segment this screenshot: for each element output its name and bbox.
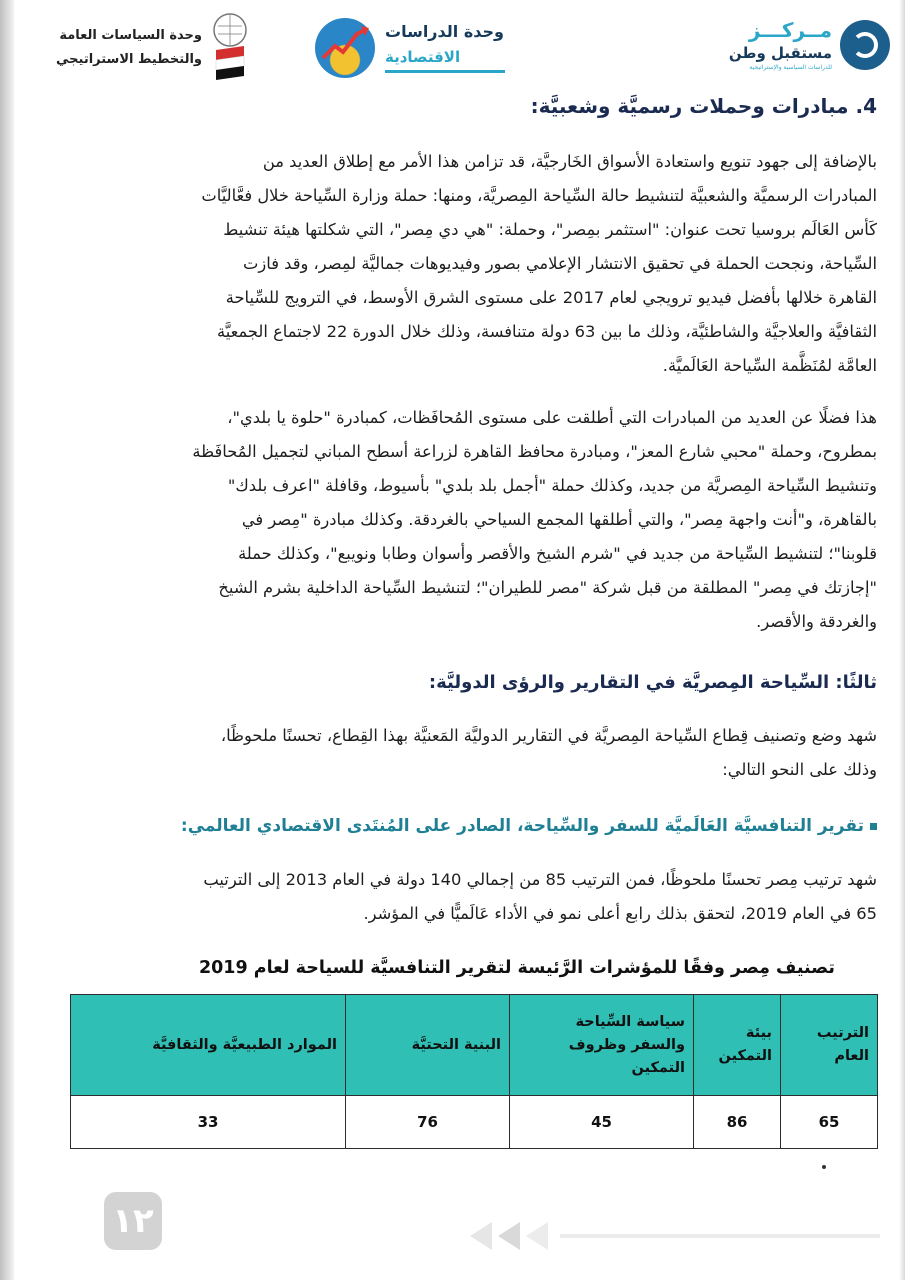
- paragraph-line: العامَّة لمُنَظَّمة السِّياحة العَالَميَّة.: [662, 356, 877, 375]
- paragraph-line: كَأس العَالَم بروسيا تحت عنوان: "استثمر بمِصر"، وحملة: "هي دي مِصر"، التي شكلتها هيئة تنشيط: [223, 220, 877, 239]
- chevron-left-icon: [470, 1222, 492, 1250]
- column-header: البنية التحتيَّة: [346, 995, 510, 1096]
- section-heading: ثالثًا: السِّياحة المِصريَّة في التقارير والرؤى الدوليَّة:: [428, 672, 877, 693]
- table-cell: 76: [346, 1096, 510, 1149]
- table-title: تصنيف مِصر وفقًا للمؤشرات الرَّئيسة لتقرير التنافسيَّة للسياحة لعام 2019: [198, 958, 835, 978]
- paragraph-line: شهد وضع وتصنيف قِطاع السِّياحة المِصريَّة في التقارير الدوليَّة المَعنيَّة بهذا القِطاع، تحسنًا ملحوظًا،: [220, 726, 877, 745]
- logo-center-tagline: للدراسات السياسية والإستراتيجية: [749, 64, 832, 71]
- paragraph-line: شهد ترتيب مِصر تحسنًا ملحوظًا، فمن الترتيب 85 من إجمالي 140 دولة في العام 2013 إلى الترتيب: [203, 870, 877, 889]
- bird-emblem-icon: [840, 20, 890, 70]
- decorative-dot: [822, 1165, 826, 1169]
- rankings-table: [70, 994, 878, 1149]
- column-header: الترتيب العام: [781, 995, 878, 1096]
- table-cell: 65: [781, 1096, 878, 1149]
- page-edge-shadow: [0, 0, 14, 1280]
- paragraph-line: القاهرة خلالها بأفضل فيديو ترويجي لعام 2017 على مستوى الشرق الأوسط، في الترويج للسِّياحة: [225, 288, 877, 307]
- paragraph-line: المبادرات الرسميَّة والشعبيَّة لتنشيط حالة السِّياحة المِصريَّة، ومنها: حملة وزارة السِّياحة خلال فعَّاليَّات: [201, 186, 877, 205]
- growth-chart-icon: [315, 18, 375, 78]
- column-header: سياسة السِّياحة والسفر وظروف التمكين: [510, 995, 694, 1096]
- flag-emblem-icon: [210, 12, 250, 84]
- column-header: الموارد الطبيعيَّة والثقافيَّة: [71, 995, 346, 1096]
- bullet-square-icon: [870, 823, 877, 830]
- policy-unit-subtitle: والتخطيط الاستراتيجي: [56, 52, 202, 67]
- paragraph-line: بالقاهرة، و"أنت واجهة مِصر"، والتي أطلقها المجمع السياحي بالغردقة. وكذلك مبادرة "مِصر في: [241, 510, 877, 529]
- table-cell: 33: [71, 1096, 346, 1149]
- economic-studies-logo: [315, 16, 520, 82]
- chevron-left-icon: [526, 1222, 548, 1250]
- footer-divider: [560, 1234, 880, 1238]
- paragraph-line: الثقافيَّة والعلاجيَّة والشاطئيَّة، وذلك ما بين 63 دولة متنافسة، وذلك خلال الدورة 22 لاجتماع الجمعيَّة: [217, 322, 877, 341]
- policy-unit-title: وحدة السياسات العامة: [59, 28, 202, 43]
- paragraph-line: بالإضافة إلى جهود تنويع واستعادة الأسواق الخَارجيَّة، قد تزامن هذا الأمر مع إطلاق العديد من: [262, 152, 877, 171]
- table-cell: 45: [510, 1096, 694, 1149]
- paragraph-line: هذا فضلًا عن العديد من المبادرات التي أطلقت على مستوى المُحافَظات، كمبادرة "حلوة يا بلدي"،: [227, 408, 877, 427]
- column-header: بيئة التمكين: [694, 995, 781, 1096]
- page-header: [30, 10, 890, 90]
- paragraph-line: وتنشيط السِّياحة المِصريَّة من جديد، وكذلك حملة "أجمل بلد بلدي" بأسيوط، وقافلة "اعرف بلدك": [227, 476, 877, 495]
- subsection-heading: [181, 816, 877, 836]
- paragraph-line: وذلك على النحو التالي:: [722, 760, 877, 779]
- mostaqbal-watan-logo: [728, 16, 890, 78]
- economic-unit-title: وحدة الدراسات: [385, 22, 504, 41]
- economic-unit-subtitle: الاقتصادية: [385, 48, 461, 66]
- chevron-left-icon: [498, 1222, 520, 1250]
- table-cell: 86: [694, 1096, 781, 1149]
- logo-center-name: مستقبل وطن: [728, 44, 832, 62]
- logo-center-label: مــركـــز: [748, 18, 832, 42]
- section-heading: 4. مبادرات وحملات رسميَّة وشعبيَّة:: [530, 94, 877, 118]
- table-header-row: [71, 995, 878, 1096]
- subsection-heading-text: تقرير التنافسيَّة العَالَميَّة للسفر والسِّياحة، الصادر على المُنتَدى الاقتصادي العالمي:: [180, 816, 864, 836]
- paragraph-line: "إجازتك في مِصر" المطلقة من قبل شركة "مصر للطيران"؛ لتنشيط السِّياحة الداخلية بشرم الشيخ: [218, 578, 877, 597]
- logo-underline: [385, 70, 505, 73]
- paragraph-line: السِّياحة، ونجحت الحملة في تحقيق الانتشار الإعلامي بصور وفيديوهات جماليَّة لمِصر، وقد فازت: [243, 254, 877, 273]
- page-number: ١٢: [104, 1192, 162, 1250]
- paragraph-line: 65 في العام 2019، لتحقق بذلك رابع أعلى نمو في الأداء عَالَميًّا في المؤشر.: [363, 904, 877, 923]
- public-policy-logo: [40, 12, 250, 88]
- paragraph-line: والغردقة والأقصر.: [756, 612, 877, 631]
- page-edge-shadow-right: [899, 0, 905, 1280]
- table-row: [71, 1096, 878, 1149]
- paragraph-line: بمطروح، وحملة "محبي شارع المعز"، ومبادرة محافظ القاهرة لزراعة أسطح المباني لتجميل المُحافَظة: [192, 442, 877, 461]
- paragraph-line: قلوبنا"؛ لتنشيط السِّياحة من جديد في "شرم الشيخ والأقصر وأسوان وطابا ونويبع"، وكذلك حملة: [238, 544, 877, 563]
